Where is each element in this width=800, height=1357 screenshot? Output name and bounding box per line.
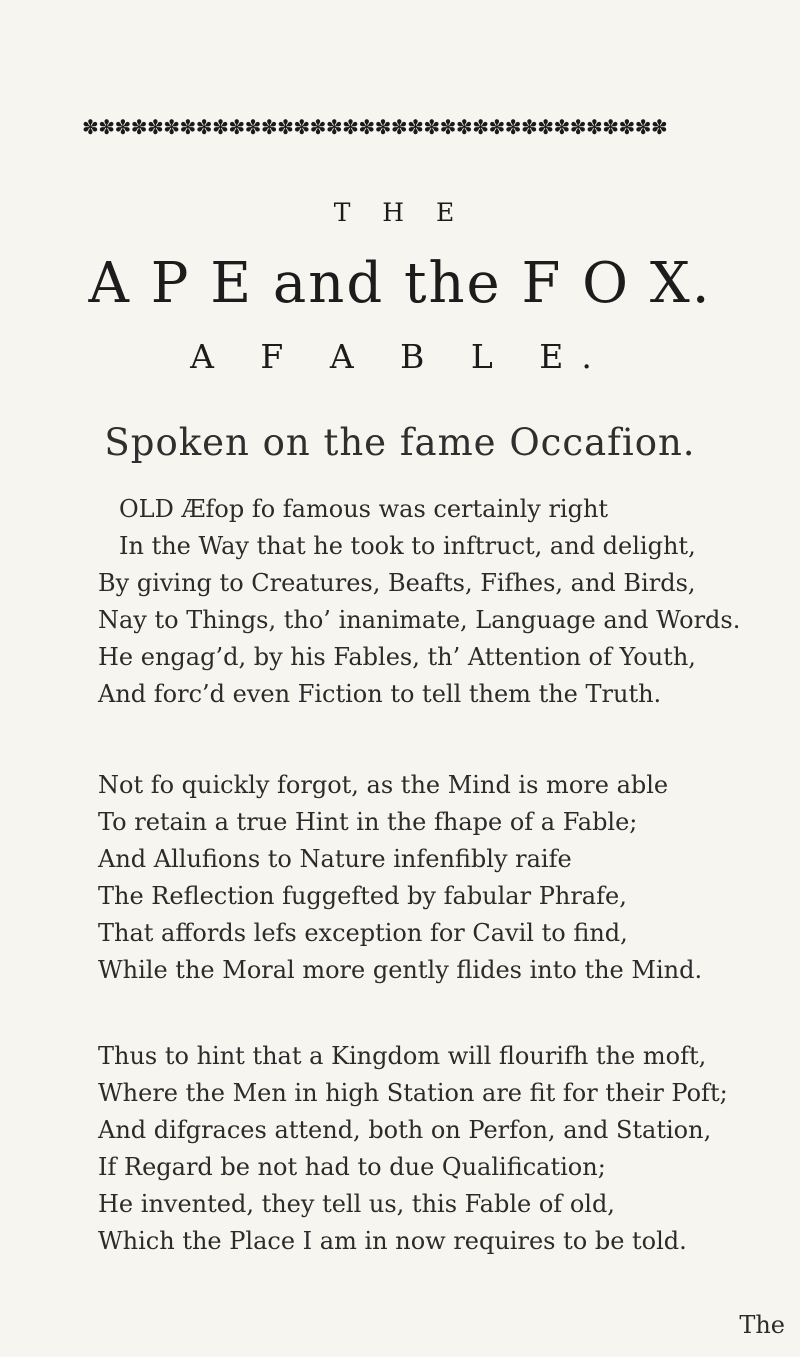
verse-line: While the Moral more gently flides into the Mind. bbox=[98, 956, 703, 984]
fable-label: A F A B L E. bbox=[190, 337, 610, 376]
verse-line: He engag’d, by his Fables, th’ Attention of Youth, bbox=[98, 643, 696, 671]
verse-line: He invented, they tell us, this Fable of old, bbox=[98, 1190, 615, 1218]
stanza-3 bbox=[98, 1038, 788, 1260]
title-the: T H E bbox=[333, 198, 467, 227]
decorative-asterisk-border: ✽✽✽✽✽✽✽✽✽✽✽✽✽✽✽✽✽✽✽✽✽✽✽✽✽✽✽✽✽✽✽✽✽✽✽✽ bbox=[82, 115, 668, 139]
main-title: A P E and the F O X. bbox=[88, 251, 712, 316]
verse-line: And difgraces attend, both on Perfon, and Station, bbox=[98, 1116, 712, 1144]
verse-line: Nay to Things, tho’ inanimate, Language and Words. bbox=[98, 606, 741, 634]
verse-line: By giving to Creatures, Beafts, Fifhes, and Birds, bbox=[98, 569, 696, 597]
stanza-2 bbox=[98, 767, 788, 989]
verse-line: And forc’d even Fiction to tell them the Truth. bbox=[98, 680, 662, 708]
verse-line: Not fo quickly forgot, as the Mind is more able bbox=[98, 771, 669, 799]
verse-line: OLD Æfop fo famous was certainly right bbox=[119, 495, 609, 523]
catchword: The bbox=[739, 1311, 785, 1339]
verse-line: Thus to hint that a Kingdom will flourifh the moft, bbox=[98, 1042, 707, 1070]
verse-line: Where the Men in high Station are fit for their Poft; bbox=[98, 1079, 728, 1107]
verse-line: If Regard be not had to due Qualification; bbox=[98, 1153, 606, 1181]
verse-line: To retain a true Hint in the fhape of a Fable; bbox=[98, 808, 638, 836]
verse-line: In the Way that he took to inftruct, and delight, bbox=[119, 532, 696, 560]
verse-line: That affords lefs exception for Cavil to find, bbox=[98, 919, 628, 947]
verse-line: And Allufions to Nature infenfibly raife bbox=[98, 845, 572, 873]
subtitle: Spoken on the fame Occafion. bbox=[104, 421, 696, 464]
stanza-1 bbox=[98, 491, 788, 713]
verse-line: The Reflection fuggefted by fabular Phrafe, bbox=[98, 882, 627, 910]
verse-line: Which the Place I am in now requires to be told. bbox=[98, 1227, 687, 1255]
